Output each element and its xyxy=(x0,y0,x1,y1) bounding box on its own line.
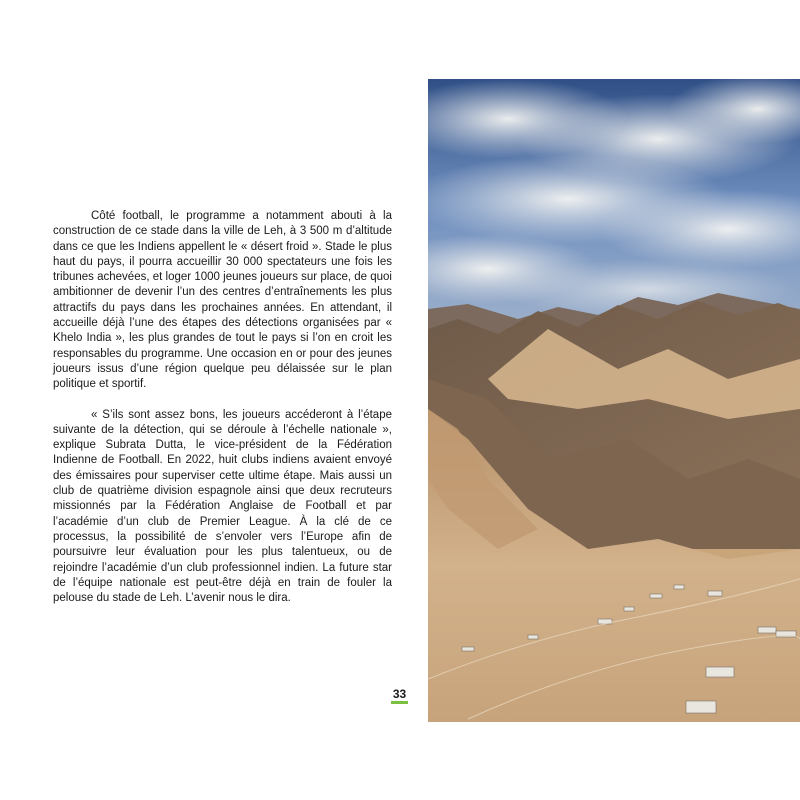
page-number xyxy=(391,687,408,704)
clouds xyxy=(428,79,800,319)
page-number-accent-bar xyxy=(391,701,408,704)
page-number-label: 33 xyxy=(392,687,407,701)
article-paragraph-1: Côté football, le programme a notamment abouti à la construction de ce stade dans la ville de Leh, à 3 500 m d’altitude dans ce que les Indiens appellent le « désert froid ». Stade le plus haut du pays, il pourra accueillir 30 000 spectateurs une fois les tribunes achevées, et loger 1000 jeunes joueurs sur place, de quoi ambitionner de devenir l’un des centres d’entraînements les plus attractifs du pays dans les prochaines années. En attendant, il accueille déjà l’une des étapes des détections organisées par « Khelo India », les plus grandes de tout le pays si l’on en croit les responsables du programme. Une occasion en or pour des jeunes joueurs issus d’une région quelque peu délaissée sur le plan politique et sportif. xyxy=(53,210,392,391)
landscape-illustration xyxy=(428,79,800,722)
article-text xyxy=(53,209,392,606)
ladakh-landscape-photo xyxy=(428,79,800,722)
article-paragraph-2: « S’ils sont assez bons, les joueurs accéderont à l’étape suivante de la détection, qui se déroule à l’échelle nationale », explique Subrata Dutta, le vice-président de la Fédération Indienne de Football. En 2022, huit clubs indiens avaient envoyé des émissaires pour superviser cette ultime étape. Mais aussi un club de quatrième division espagnole ainsi que deux recruteurs missionnés par la Fédération Anglaise de Football et par l’académie d’un club de Premier League. À la clé de ce processus, la possibilité de s’envoler vers l’Europe afin de poursuivre leur évaluation pour les plus talentueux, ou de rejoindre l’académie d’un club professionnel indien. La future star de l’équipe nationale est peut-être déjà en train de fouler la pelouse du stade de Leh. L’avenir nous le dira. xyxy=(53,408,392,605)
